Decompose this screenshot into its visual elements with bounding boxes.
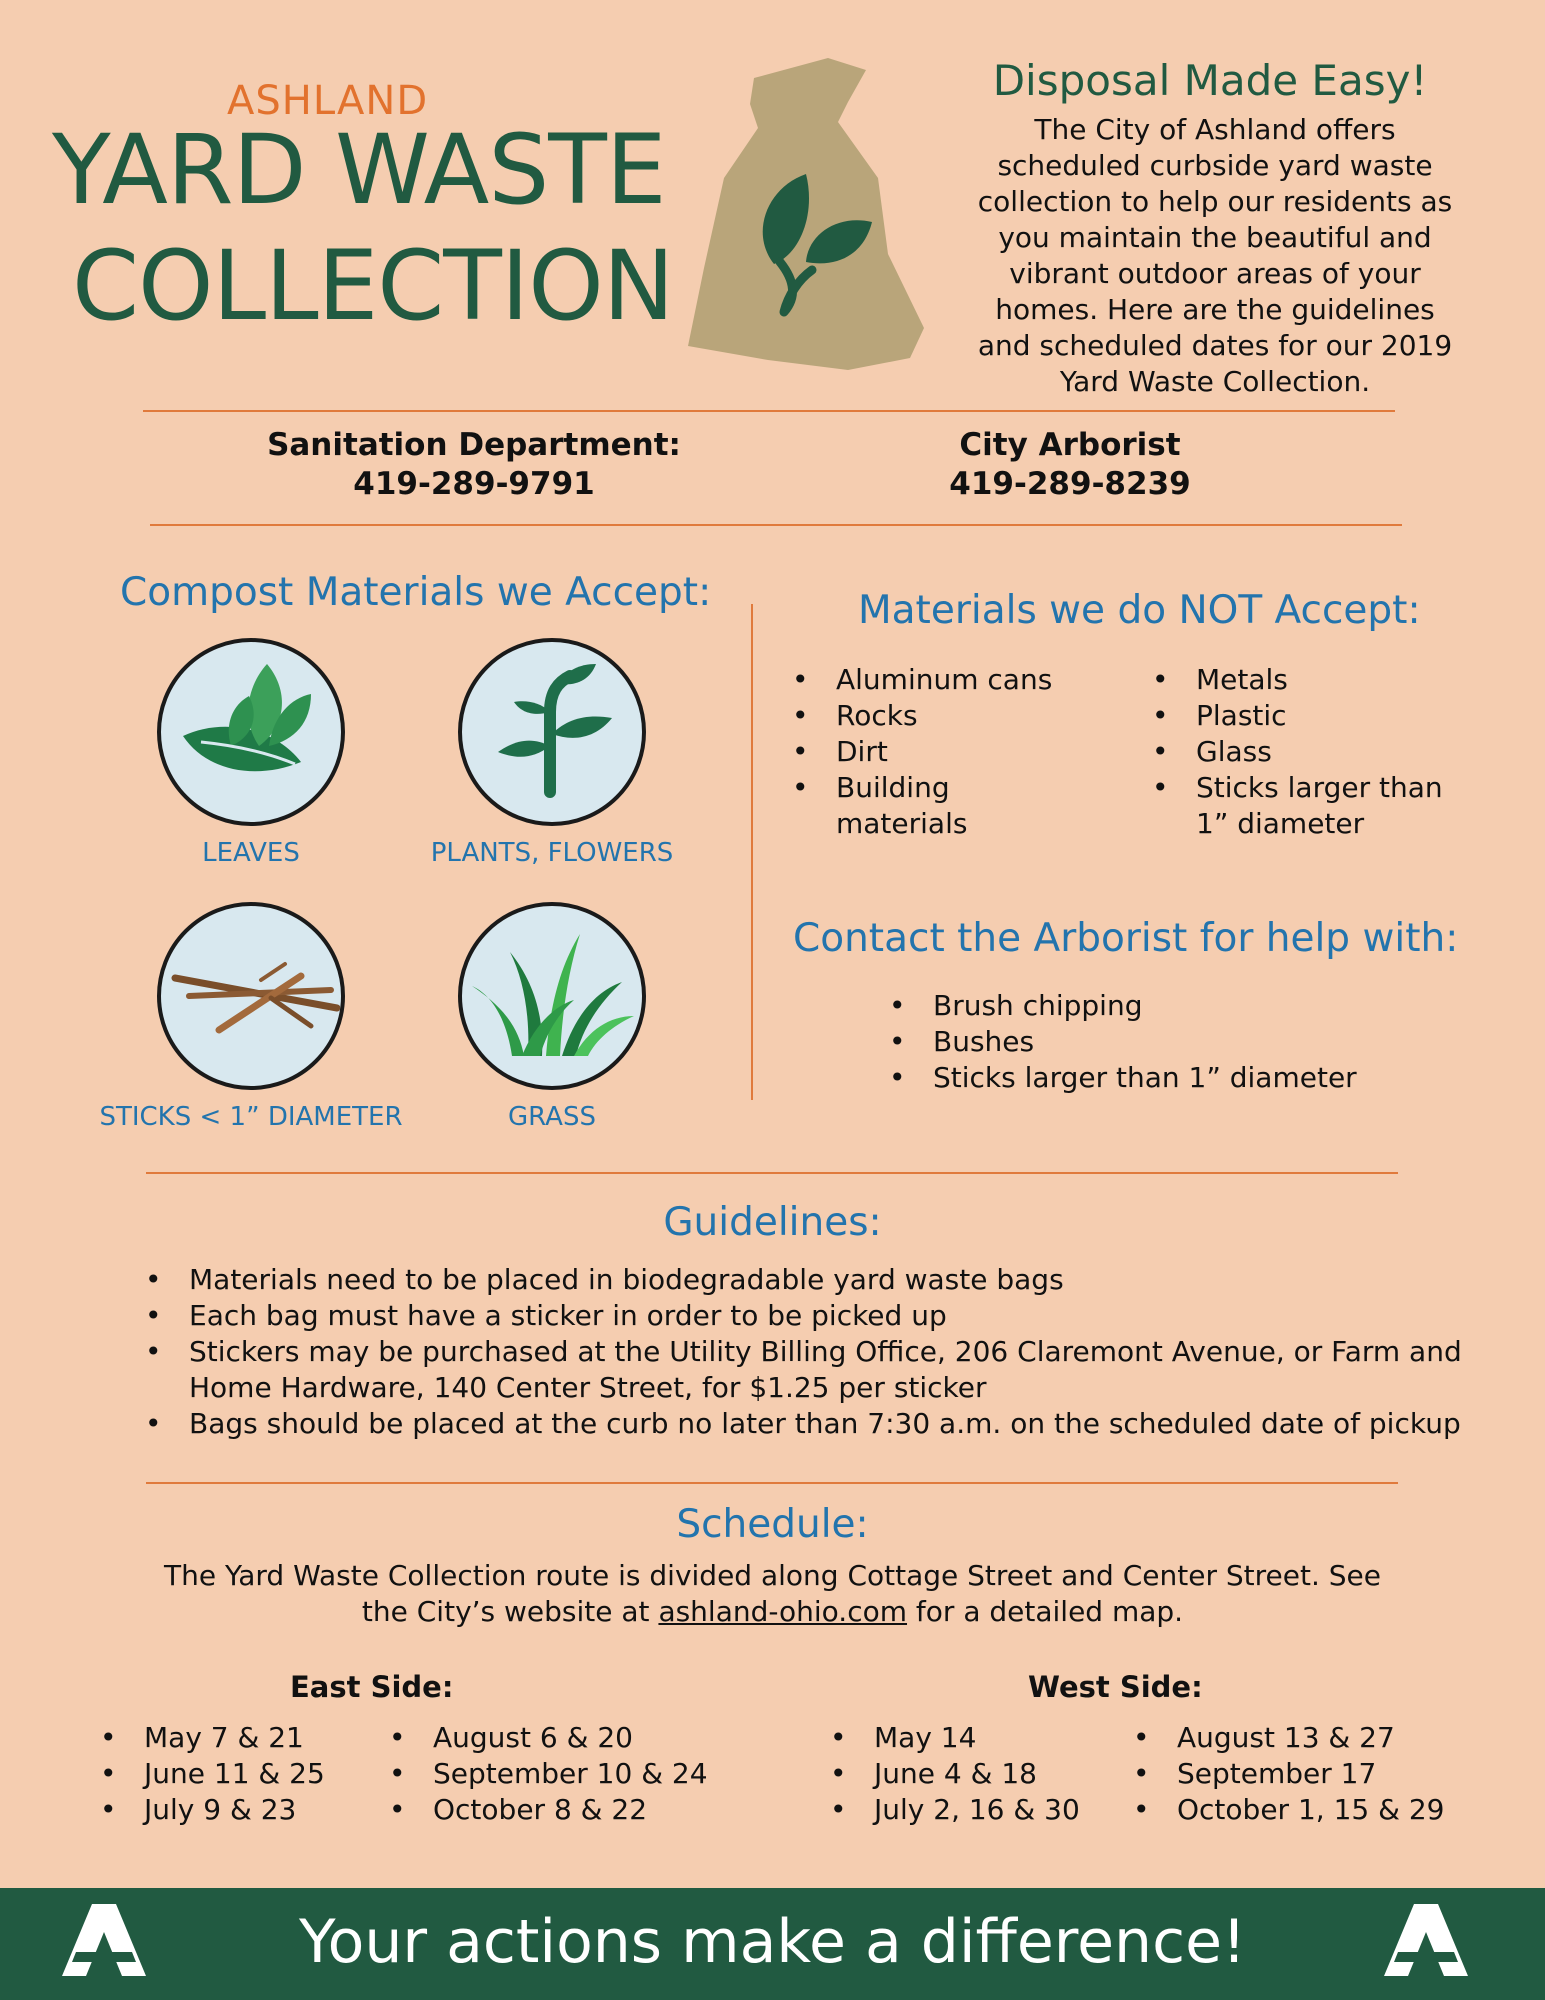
guidelines-list bbox=[143, 1262, 1473, 1442]
divider bbox=[143, 410, 1395, 412]
list-item: • Bags should be placed at the curb no later than 7:30 a.m. on the scheduled date of pickup bbox=[143, 1406, 1473, 1442]
list-item: • August 6 & 20 bbox=[387, 1720, 727, 1756]
contact-phone: 419-289-9791 bbox=[353, 466, 595, 502]
list-item: • Materials need to be placed in biodegradable yard waste bags bbox=[143, 1262, 1473, 1298]
city-name: ASHLAND bbox=[227, 78, 429, 124]
east-dates-1 bbox=[98, 1720, 378, 1828]
footer-slogan: Your actions make a difference! bbox=[298, 1907, 1247, 1977]
website-link[interactable]: ashland-ohio.com bbox=[658, 1595, 908, 1628]
list-item: • June 11 & 25 bbox=[98, 1756, 378, 1792]
not-accepted-heading: Materials we do NOT Accept: bbox=[858, 588, 1421, 633]
not-accepted-list-2 bbox=[1150, 662, 1480, 842]
list-item: • Dirt bbox=[790, 734, 1090, 770]
list-item: • May 7 & 21 bbox=[98, 1720, 378, 1756]
intro-paragraph: The City of Ashland offers scheduled curbside yard waste collection to help our residents as you maintain the beautiful and vibrant outdoor areas of your homes. Here are the guidelines and scheduled dates for our 2019 Yard Waste Collection. bbox=[977, 113, 1453, 398]
sticks-icon bbox=[157, 902, 345, 1090]
column-divider bbox=[751, 604, 753, 1100]
contact-name: City Arborist bbox=[959, 427, 1181, 463]
compost-label-grass: GRASS bbox=[508, 1102, 596, 1132]
contact-name: Sanitation Department: bbox=[267, 427, 681, 463]
plant-icon bbox=[458, 638, 646, 826]
west-side-heading: West Side: bbox=[1028, 1670, 1203, 1704]
schedule-description bbox=[160, 1558, 1385, 1630]
divider bbox=[150, 524, 1402, 526]
list-item: • May 14 bbox=[828, 1720, 1108, 1756]
intro-heading: Disposal Made Easy! bbox=[992, 56, 1428, 105]
list-item: • July 9 & 23 bbox=[98, 1792, 378, 1828]
schedule-heading: Schedule: bbox=[676, 1502, 869, 1547]
list-item: • Rocks bbox=[790, 698, 1090, 734]
compost-label-sticks: STICKS < 1” DIAMETER bbox=[99, 1102, 403, 1132]
grass-icon bbox=[458, 902, 646, 1090]
list-item: • June 4 & 18 bbox=[828, 1756, 1108, 1792]
list-item: • Plastic bbox=[1150, 698, 1480, 734]
not-accepted-list-1 bbox=[790, 662, 1090, 842]
contact-phone: 419-289-8239 bbox=[949, 466, 1191, 502]
arborist-list bbox=[887, 988, 1447, 1096]
list-item: • Sticks larger than 1” diameter bbox=[1150, 770, 1446, 842]
list-item: • July 2, 16 & 30 bbox=[828, 1792, 1108, 1828]
west-dates-2 bbox=[1131, 1720, 1491, 1828]
compost-heading: Compost Materials we Accept: bbox=[120, 570, 712, 615]
list-item: • Building materials bbox=[790, 770, 1006, 842]
list-item: • August 13 & 27 bbox=[1131, 1720, 1491, 1756]
ashland-a-logo-icon bbox=[1384, 1904, 1468, 1976]
list-item: • Bushes bbox=[887, 1024, 1447, 1060]
list-item: • September 17 bbox=[1131, 1756, 1491, 1792]
contact-arborist bbox=[860, 426, 1280, 504]
east-side-heading: East Side: bbox=[290, 1670, 454, 1704]
list-item: • October 8 & 22 bbox=[387, 1792, 727, 1828]
leaves-icon bbox=[157, 638, 345, 826]
list-item: • Aluminum cans bbox=[790, 662, 1090, 698]
guidelines-heading: Guidelines: bbox=[663, 1200, 882, 1245]
leaf-bag-icon bbox=[688, 58, 930, 370]
list-item: • Brush chipping bbox=[887, 988, 1447, 1024]
title-line-1: YARD WASTE bbox=[52, 114, 666, 226]
divider bbox=[146, 1172, 1398, 1174]
title-line-2: COLLECTION bbox=[72, 230, 674, 342]
schedule-text: The Yard Waste Collection route is divided along Cottage Street and Center Street. See the City’s website at bbox=[164, 1559, 1381, 1628]
divider bbox=[146, 1482, 1398, 1484]
west-dates-1 bbox=[828, 1720, 1108, 1828]
list-item: • October 1, 15 & 29 bbox=[1131, 1792, 1491, 1828]
east-dates-2 bbox=[387, 1720, 727, 1828]
contact-sanitation bbox=[250, 426, 698, 504]
list-item: • Stickers may be purchased at the Utility Billing Office, 206 Claremont Avenue, or Farm and Home Hardware, 140 Center Street, for $1.25 per sticker bbox=[143, 1334, 1473, 1406]
list-item: • Sticks larger than 1” diameter bbox=[887, 1060, 1447, 1096]
arborist-heading: Contact the Arborist for help with: bbox=[793, 916, 1459, 961]
list-item: • September 10 & 24 bbox=[387, 1756, 727, 1792]
schedule-text: for a detailed map. bbox=[907, 1595, 1184, 1628]
list-item: • Each bag must have a sticker in order to be picked up bbox=[143, 1298, 1473, 1334]
list-item: • Metals bbox=[1150, 662, 1480, 698]
list-item: • Glass bbox=[1150, 734, 1480, 770]
compost-label-plants: PLANTS, FLOWERS bbox=[430, 838, 674, 868]
compost-label-leaves: LEAVES bbox=[202, 838, 300, 868]
